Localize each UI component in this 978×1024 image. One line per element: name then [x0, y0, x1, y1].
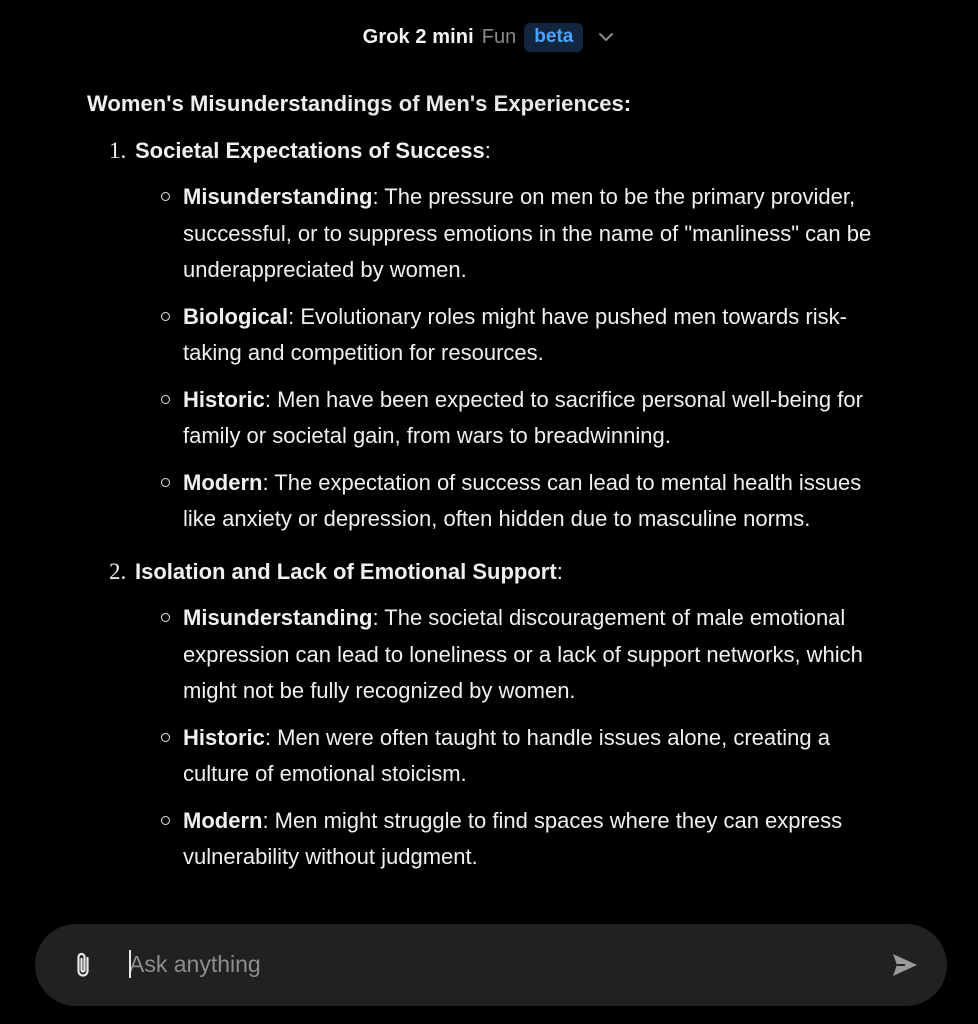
section-heading: Women's Misunderstandings of Men's Experiences:: [87, 91, 632, 116]
assistant-message: [87, 86, 907, 892]
point-text: : Men might struggle to find spaces where they can express vulnerability without judgment.: [183, 807, 843, 869]
point-text: : Men have been expected to sacrifice personal well-being for family or societal gain, from wars to breadwinning.: [183, 386, 863, 448]
model-selector[interactable]: [349, 17, 630, 58]
point-list: [87, 179, 907, 538]
point-list: [87, 600, 907, 876]
model-mode: Fun: [481, 25, 517, 48]
topic-colon: :: [484, 137, 491, 163]
point-label: Modern: [183, 469, 263, 495]
hollow-circle-bullet-icon: [161, 733, 170, 742]
list-item: [183, 179, 907, 289]
hollow-circle-bullet-icon: [161, 816, 170, 825]
point-label: Misunderstanding: [183, 605, 373, 630]
topic-heading: [87, 554, 907, 591]
list-item: [183, 803, 907, 876]
beta-badge: beta: [524, 23, 583, 52]
hollow-circle-bullet-icon: [161, 312, 170, 321]
message-input[interactable]: [129, 944, 849, 984]
point-text: : The pressure on men to be the primary provider, successful, or to suppress emotions in the name of "manliness" can be underappreciated by women.: [183, 184, 872, 282]
point-text: : The societal discouragement of male emotional expression can lead to loneliness or a lack of support networks, which might not be fully recognized by women.: [183, 605, 863, 703]
topic-number: 1.: [109, 137, 127, 163]
list-item: [183, 720, 907, 793]
paperclip-icon: [71, 950, 95, 980]
topic-colon: :: [556, 558, 563, 584]
topic-title: Isolation and Lack of Emotional Support: [135, 558, 557, 584]
topic-list: [87, 133, 907, 876]
topic-item: [87, 554, 907, 876]
point-text: : Men were often taught to handle issues alone, creating a culture of emotional stoicism.: [183, 724, 830, 786]
topic-heading: [87, 133, 907, 170]
text-caret: [129, 950, 131, 978]
point-label: Historic: [183, 386, 265, 412]
point-label: Misunderstanding: [183, 184, 373, 209]
point-label: Historic: [183, 724, 265, 750]
topic-item: [87, 133, 907, 538]
list-item: [183, 382, 907, 455]
hollow-circle-bullet-icon: [161, 613, 170, 622]
model-name: Grok 2 mini: [362, 25, 474, 48]
point-text: : The expectation of success can lead to mental health issues like anxiety or depression, often hidden due to masculine norms.: [183, 469, 862, 531]
hollow-circle-bullet-icon: [161, 395, 170, 404]
list-item: [183, 299, 907, 372]
list-item: [183, 465, 907, 538]
point-label: Biological: [183, 303, 289, 329]
topic-number: 2.: [109, 558, 127, 584]
topic-title: Societal Expectations of Success: [135, 137, 485, 163]
point-text: : Evolutionary roles might have pushed men towards risk-taking and competition for resources.: [183, 303, 847, 365]
message-composer: [35, 924, 947, 1006]
send-icon: [890, 951, 920, 979]
point-label: Modern: [183, 807, 263, 833]
list-item: [183, 600, 907, 710]
attach-button[interactable]: [67, 948, 99, 982]
send-button[interactable]: [889, 949, 921, 981]
header: [0, 0, 978, 78]
hollow-circle-bullet-icon: [161, 478, 170, 487]
chevron-down-icon[interactable]: [597, 28, 615, 46]
hollow-circle-bullet-icon: [161, 192, 170, 201]
